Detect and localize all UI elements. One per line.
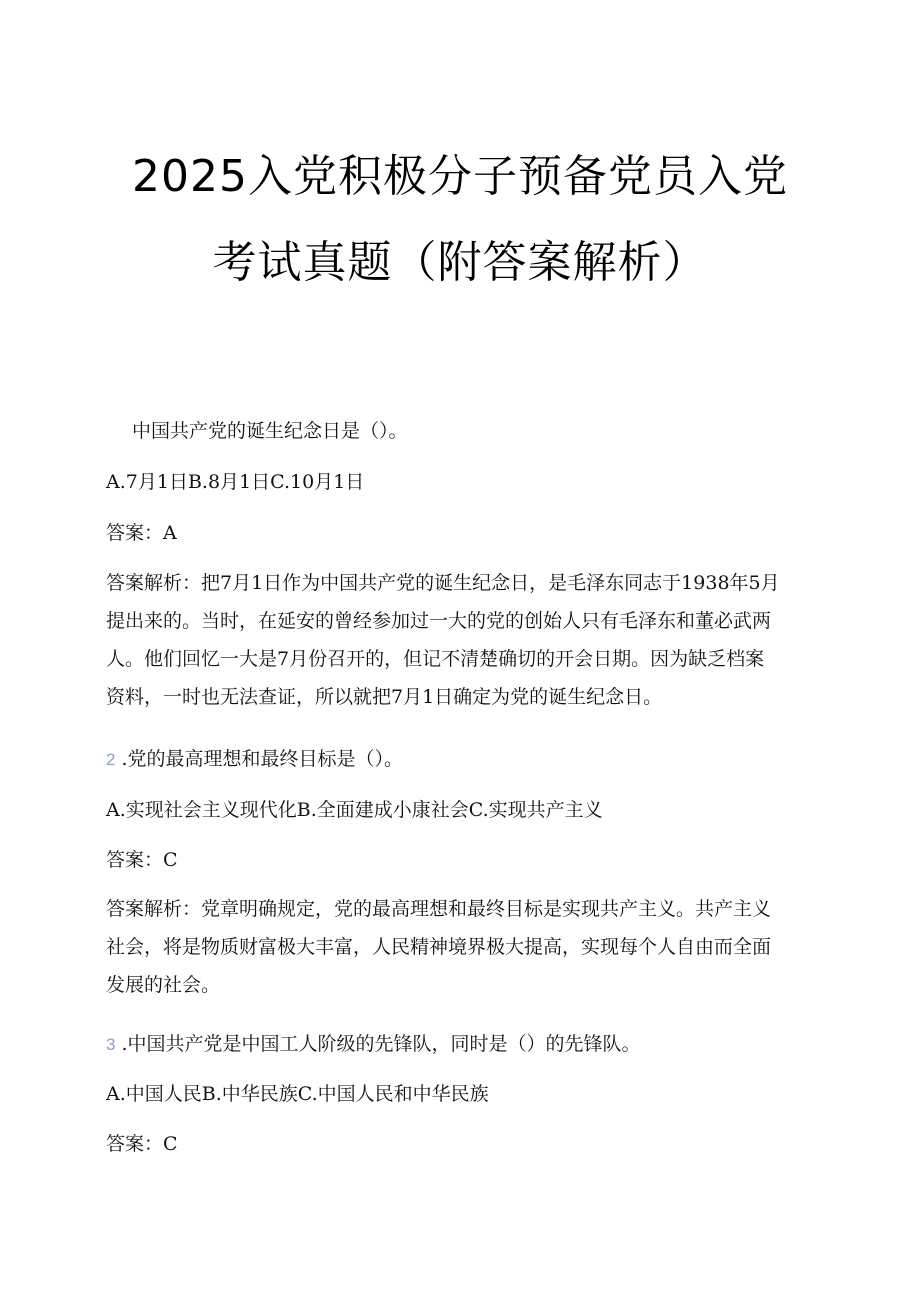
analysis-line: 发展的社会。 [106, 974, 221, 996]
question-2-analysis [106, 897, 818, 1011]
question-3-options: A.中国人民B.中华民族C.中国人民和中华民族 [106, 1083, 489, 1105]
analysis-line: 答案解析：党章明确规定，党的最高理想和最终目标是实现共产主义。共产主义 [106, 898, 772, 920]
analysis-line: 答案解析：把7月1日作为中国共产党的诞生纪念日，是毛泽东同志于1938年5月 [106, 572, 780, 594]
question-2-number: 2 [106, 750, 116, 769]
question-1-analysis [106, 571, 818, 723]
question-2-line [106, 747, 818, 772]
question-1-options: A.7月1日B.8月1日C.10月1日 [106, 471, 365, 493]
document-title-line-2: 考试真题（附答案解析） [212, 237, 708, 288]
question-2-answer: 答案：C [106, 849, 178, 871]
question-3-number: 3 [106, 1035, 116, 1054]
analysis-line: 资料，一时也无法查证，所以就把7月1日确定为党的诞生纪念日。 [106, 686, 663, 708]
analysis-line: 提出来的。当时，在延安的曾经参加过一大的党的创始人只有毛泽东和董必武两 [106, 610, 772, 632]
analysis-line: 社会，将是物质财富极大丰富，人民精神境界极大提高，实现每个人自由而全面 [106, 936, 772, 958]
question-3-line [106, 1032, 818, 1057]
question-3-answer: 答案：C [106, 1133, 178, 1155]
question-1-text: 中国共产党的诞生纪念日是（）。 [132, 420, 408, 442]
question-2-options: A.实现社会主义现代化B.全面建成小康社会C.实现共产主义 [106, 799, 603, 821]
question-1-answer: 答案：A [106, 522, 177, 544]
analysis-line: 人。他们回忆一大是7月份召开的，但记不清楚确切的开会日期。因为缺乏档案 [106, 648, 765, 670]
question-2-text: .党的最高理想和最终目标是（）。 [121, 748, 404, 770]
question-3-text: .中国共产党是中国工人阶级的先锋队，同时是（）的先锋队。 [121, 1033, 641, 1055]
document-title-line-1: 2025入党积极分子预备党员入党 [132, 151, 788, 202]
